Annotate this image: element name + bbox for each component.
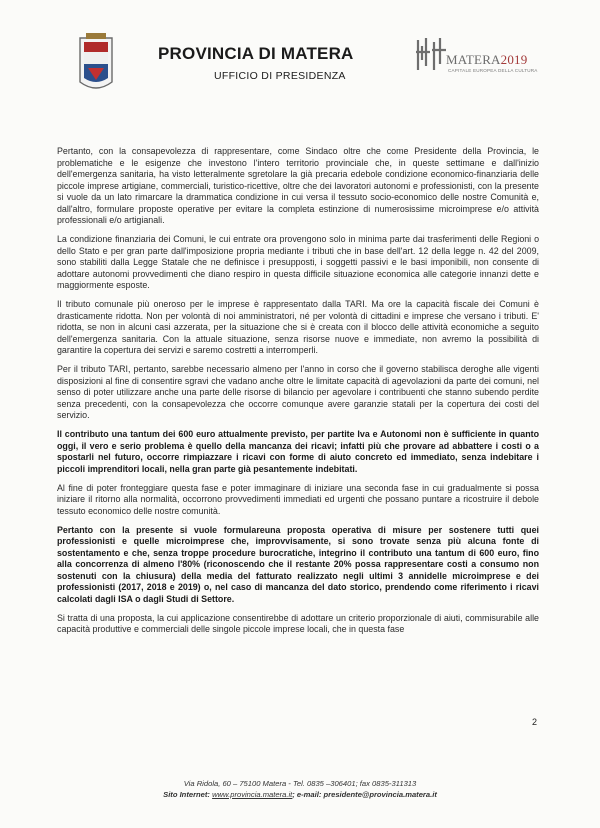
paragraph: Per il tributo TARI, pertanto, sarebbe necessario almeno per l'anno in corso che il governo stabilisca deroghe alle vigenti disposizioni al fine di consentire sgravi che vadano anche oltre le limitate capacità di agevolazioni da parte dei comuni, nel senso di poter utilizzare anche una parte delle risorse di bilancio per agevolare i contribuenti che stanno subendo perdite senza precedenti, con la consapevolezza che occorre comunque avere garanzie statali per la copertura dei costi del servizio. [57,364,539,420]
paragraph: Il contributo una tantum dei 600 euro attualmente previsto, per partite Iva e Autonomi non è sufficiente in quanto oggi, il vero e serio problema è quello della mancanza dei ricavi; infatti più che provare ad abbattere i costi o a spostarli nel futuro, occorre rimpiazzare i ricavi con forme di aiuto concreto ed immediato, senza indebitare i piccoli imprenditori locali, nella gran parte già pesantemente indebitati. [57,429,539,474]
footer [0,779,600,800]
paragraph: Si tratta di una proposta, la cui applicazione consentirebbe di adottare un criterio proporzionale di aiuti, commisurabile alle capacità produttive e commerciali delle singole piccole imprese locali, che in questa fase [57,612,539,634]
matera-logo-word: MATERA2019 [446,52,528,67]
footer-contacts [0,790,600,801]
letter-body [57,146,539,643]
document-title: PROVINCIA DI MATERA [158,44,354,63]
matera-logo-year: 2019 [500,52,528,67]
matera-logo-tagline: CAPITALE EUROPEA DELLA CULTURA [448,68,538,73]
paragraph: Al fine di poter fronteggiare questa fase e poter immaginare di iniziare una seconda fase in cui gradualmente si possa iniziare il ritorno alla normalità, occorrono provvedimenti immediati ed urgenti che possano puntare a ricostruire il debole tessuto economico delle nostre comunità. [57,482,539,516]
paragraph: Pertanto con la presente si vuole formulareuna proposta operativa di misure per sostenere tutti quei professionisti e quelle microimprese che, improvvisamente, si sono trovate senza più alcuna fonte di sostentamento e che, senza troppe procedure burocratiche, integrino il contributo una tantum di 600 euro, fino alla concorrenza di almeno l'80% (riconoscendo che il restante 20% possa rappresentare costi a consumo non sostenuti con la chiusura) della media del fatturato realizzato negli ultimi 3 annidelle microimprese e dei professionisti (2017, 2018 e 2019) o, nel caso di mancanza del dato storico, prendendo come riferimento i ricavi calcolati dagli ISA o dagli Studi di Settore. [57,524,539,604]
matera-2019-logo-icon [414,36,448,72]
footer-address: Via Ridola, 60 – 75100 Matera - Tel. 0835 –306401; fax 0835-311313 [183,779,417,788]
paragraph: Pertanto, con la consapevolezza di rappresentare, come Sindaco oltre che come Presidente della Provincia, le problematiche e le esigenze che investono l'intero territorio provinciale che, in queste settimane e dall'inizio dell'emergenza sanitaria, ha visto letteralmente sgretolare la già precaria edebole condizione economico-finanziaria delle piccole imprese artigiane, commerciali, turistico-ricettive, oltre che dei lavoratori autonomi e professionisti, con la presente si vuole da un lato rimarcare la drammatica condizione in cui versa il tessuto socio-economico delle nostre Comunità e, dall'altro, formulare proposte operative per evitare la completa estinzione di numerosissime microimprese e/o attività professionali e/o artigianali. [57,146,539,225]
provincia-crest-logo [76,32,116,94]
paragraph: Il tributo comunale più oneroso per le imprese è rappresentato dalla TARI. Ma ore la capacità fiscale dei Comuni è drasticamente ridotta. Non per volontà di noi amministratori, né per volontà di cittadini e imprese che versano i tributi. E' ridotta, se non in alcuni casi azzerata, per la situazione che si è creata con il blocco delle attività economiche a seguito dell'emergenza sanitaria. Con la attuale situazione, senza risorse nuove e immediate, non avremo la possibilità di garantire la copertura dei servizi e saremo costretti a interromperli. [57,299,539,355]
page-number: 2 [532,717,538,727]
footer-email-label: ; e-mail: [292,789,322,799]
document-subtitle: UFFICIO DI PRESIDENZA [214,70,346,82]
footer-site-label: Sito Internet: [163,789,210,799]
footer-email-link[interactable]: presidente@provincia.matera.it [323,789,437,799]
footer-website-link[interactable]: www.provincia.matera.it [212,789,293,799]
paragraph: La condizione finanziaria dei Comuni, le cui entrate ora provengono solo in minima parte dai trasferimenti delle Regioni o dello Stato e per gran parte dall'imposizione propria mediante i tributi che in base dell'art. 12 della legge n. 42 del 2009, sono stabiliti dalla Legge Statale che ne definisce i presupposti, i soggetti passivi e le basi imponibili, non consente di adottare autonomi provvedimenti che diano respiro in questa difficile situazione economica alle categorie innanzi dette e maggiormente esposte. [57,234,539,290]
